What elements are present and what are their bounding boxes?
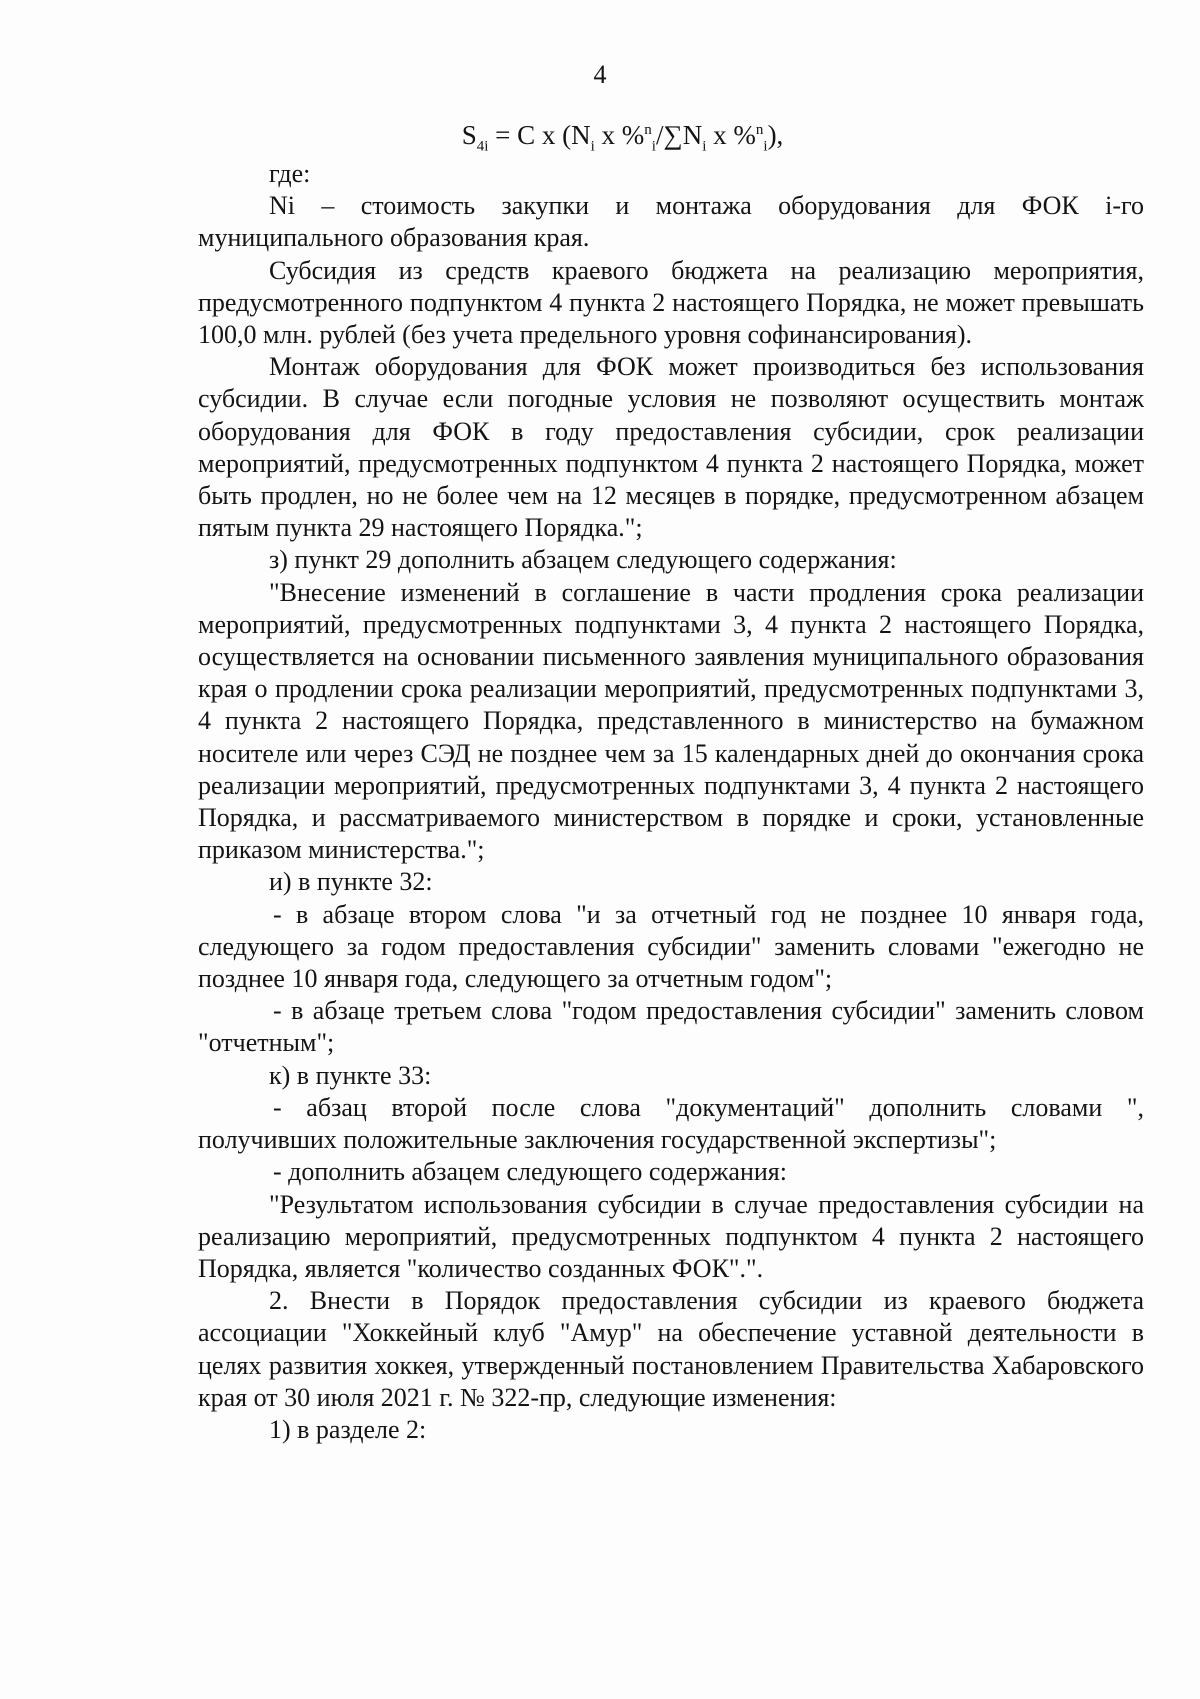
paragraph-item-i: и) в пункте 32: xyxy=(269,867,433,897)
paragraph-result-quote: "Результатом использования субсидии в случае предоставления субсидии на реализацию мероприятий, предусмотренных подпунктом 4 пункта 2 настоящего Порядка, является "количество созданных ФОК".". xyxy=(198,1189,1144,1283)
formula-sub: i xyxy=(590,138,595,155)
formula-part: x % xyxy=(594,120,645,150)
formula-sup: n xyxy=(644,122,652,138)
paragraph-installation: Монтаж оборудования для ФОК может производиться без использования субсидии. В случае если погодные условия не позволяют осуществить монтаж оборудования для ФОК в году предоставления субсидии, срок реализации мероприятий, предусмотренных подпунктом 4 пункта 2 настоящего Порядка, может быть продлен, но не более чем на 12 месяцев в порядке, предусмотренном абзацем пятым пункта 29 настоящего Порядка."; xyxy=(198,352,1144,543)
formula-sub: i xyxy=(702,138,707,155)
formula-part: x % xyxy=(706,120,756,150)
formula-part: /∑N xyxy=(655,120,703,150)
paragraph-amendment-quote: "Внесение изменений в соглашение в части продления срока реализации мероприятий, предусмотренных подпунктами 3, 4 пункта 2 настоящего Порядка, осуществляется на основании письменного заявления муниципального образования края о продлении срока реализации мероприятий, предусмотренных подпунктами 3, 4 пункта 2 настоящего Порядка, представленного в министерство на бумажном носителе или через СЭД не позднее чем за 15 календарных дней до окончания срока реализации мероприятий, предусмотренных подпунктами 3, 4 пункта 2 настоящего Порядка, и рассматриваемого министерством в порядке и сроки, установленные приказом министерства."; xyxy=(198,577,1144,865)
formula-lhs-sub: 4i xyxy=(476,138,489,155)
paragraph-where: где: xyxy=(269,159,311,188)
paragraph-third-clause: - в абзаце третьем слова "годом предоставления субсидии" заменить словом "отчетным"; xyxy=(198,996,1144,1058)
formula-part: = C x (N xyxy=(488,120,591,150)
paragraph-item-z: з) пункт 29 дополнить абзацем следующего содержания: xyxy=(269,545,897,575)
paragraph-second-clause: - в абзаце втором слова "и за отчетный год не позднее 10 января года, следующего за годом предоставления субсидии" заменить словами "ежегодно не позднее 10 января года, следующего за отчетным годом"; xyxy=(198,899,1144,994)
paragraph-add-clause: - дополнить абзацем следующего содержания: xyxy=(273,1157,787,1187)
page-number: 4 xyxy=(593,60,607,89)
paragraph-ni-definition: Ni – стоимость закупки и монтажа оборудования для ФОК i-го муниципального образования края. xyxy=(198,191,1144,253)
formula-sub: i xyxy=(763,138,768,155)
document-body xyxy=(198,158,1144,1446)
paragraph-documentation-clause: - абзац второй после слова "документаций" дополнить словами ", получивших положительные заключения государственной экспертизы"; xyxy=(198,1092,1144,1155)
formula-sub: i xyxy=(651,138,656,155)
formula-lhs: S xyxy=(461,120,477,150)
subsidy-formula xyxy=(0,112,1200,164)
paragraph-item-k: к) в пункте 33: xyxy=(269,1060,432,1090)
paragraph-subsection-1: 1) в разделе 2: xyxy=(269,1414,427,1444)
formula-sup: n xyxy=(755,122,764,138)
formula-part: ), xyxy=(767,120,784,150)
paragraph-subsidy-limit: Субсидия из средств краевого бюджета на реализацию мероприятия, предусмотренного подпунктом 4 пункта 2 настоящего Порядка, не может превышать 100,0 млн. рублей (без учета предельного уровня софинансирования). xyxy=(198,255,1144,350)
paragraph-section-2: 2. Внести в Порядок предоставления субсидии из краевого бюджета ассоциации "Хоккейный клуб "Амур" на обеспечение уставной деятельности в целях развития хоккея, утвержденный постановлением Правительства Хабаровского края от 30 июля 2021 г. № 322-пр, следующие изменения: xyxy=(198,1286,1144,1412)
